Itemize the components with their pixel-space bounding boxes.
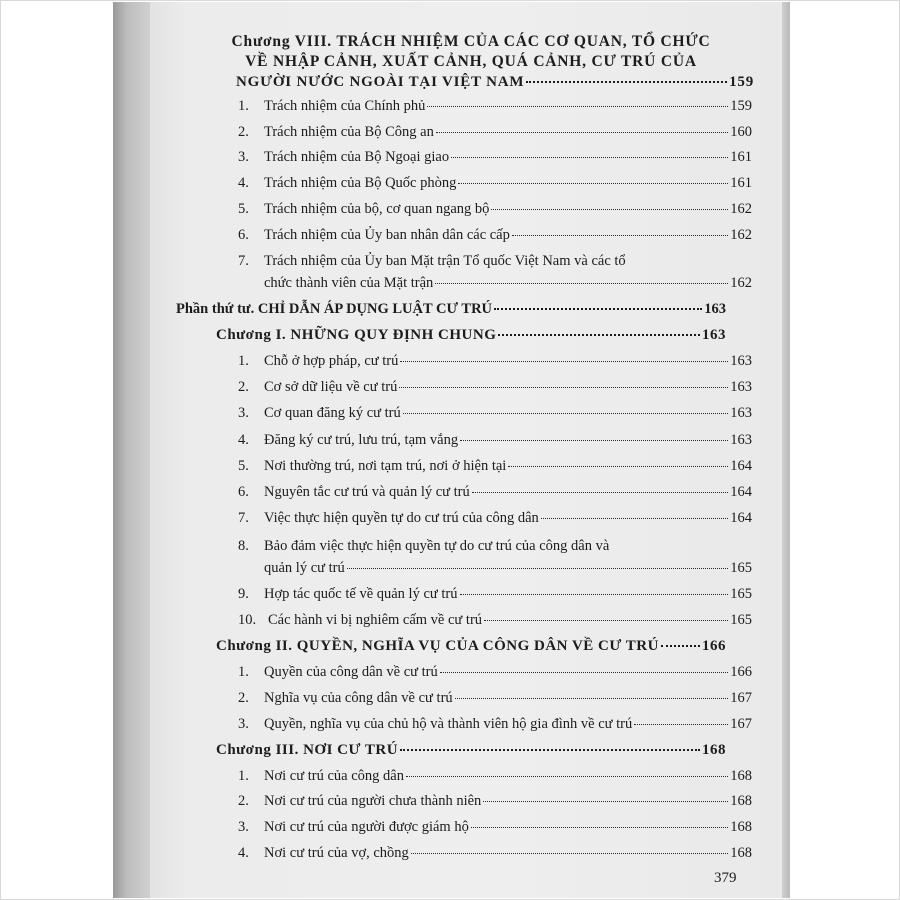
entry-number: 5. [238,201,249,217]
page-number: 164 [730,484,752,500]
part-title: Phần thứ tư. CHỈ DẪN ÁP DỤNG LUẬT CƯ TRÚ [176,301,493,317]
toc-entry [238,482,752,502]
entry-title: Trách nhiệm của Ủy ban nhân dân các cấp [264,227,510,243]
page-number: 166 [730,664,752,680]
entry-title: Trách nhiệm của Bộ Quốc phòng [264,175,457,191]
entry-title: Trách nhiệm của Bộ Ngoại giao [264,149,450,165]
toc-entry [238,791,752,811]
toc-entry [238,225,752,245]
entry-title: Nguyên tắc cư trú và quản lý cư trú [264,484,470,500]
entry-number: 2. [238,793,249,809]
page-number: 164 [730,510,752,526]
entry-number: 9. [238,586,249,602]
toc-entry [238,688,752,708]
entry-number: 8. [238,538,249,554]
entry-number: 3. [238,405,249,421]
chapter-title: Chương II. QUYỀN, NGHĨA VỤ CỦA CÔNG DÂN VỀ CƯ TRÚ [216,638,659,654]
entry-number: 7. [238,253,249,269]
toc-entry [238,456,752,476]
toc-entry [238,251,752,271]
entry-title: Quyền, nghĩa vụ của chủ hộ và thành viên hộ gia đình về cư trú [264,716,633,732]
entry-title: Trách nhiệm của bộ, cơ quan ngang bộ [264,201,490,217]
chapter-title: NGƯỜI NƯỚC NGOÀI TẠI VIỆT NAM [236,74,525,90]
page-number: 165 [730,586,752,602]
dot-leader [411,849,728,854]
entry-number: 1. [238,768,249,784]
book-gutter-shadow [113,2,153,898]
entry-number: 1. [238,664,249,680]
entry-title: Các hành vi bị nghiêm cấm về cư trú [268,612,483,628]
entry-title: Nơi cư trú của vợ, chồng [264,845,409,861]
entry-title: Trách nhiệm của Bộ Công an [264,124,434,140]
entry-number: 6. [238,227,249,243]
page-number: 165 [730,560,752,576]
entry-title: Bảo đảm việc thực hiện quyền tự do cư trú của công dân và [264,538,610,554]
toc-entry [238,147,752,167]
dot-leader [661,641,700,647]
dot-leader [440,668,729,673]
entry-title: Trách nhiệm của Chính phủ [264,98,426,114]
page-number: 163 [730,405,752,421]
chapter-viii-heading-line-3 [236,72,754,92]
entry-title: Đăng ký cư trú, lưu trú, tạm vắng [264,432,459,448]
toc-entry-continuation [264,558,752,578]
toc-entry [238,843,752,863]
dot-leader [406,772,728,777]
toc-entry [238,122,752,142]
toc-entry [238,96,752,116]
entry-number: 7. [238,510,249,526]
dot-leader [460,436,728,441]
dot-leader [483,797,728,802]
entry-number: 2. [238,690,249,706]
entry-title: Nơi cư trú của người chưa thành niên [264,793,482,809]
entry-number: 3. [238,716,249,732]
dot-leader [512,231,728,236]
entry-number: 2. [238,379,249,395]
entry-title: Nơi thường trú, nơi tạm trú, nơi ở hiện tại [264,458,507,474]
dot-leader [451,153,728,158]
entry-number: 4. [238,432,249,448]
dot-leader [400,357,728,362]
entry-number: 3. [238,149,249,165]
entry-number: 3. [238,819,249,835]
entry-number: 1. [238,98,249,114]
page-number: 164 [730,458,752,474]
entry-title-continued: quản lý cư trú [264,560,345,576]
toc-entry [238,351,752,371]
page-folio-number: 379 [714,870,737,886]
entry-number: 4. [238,175,249,191]
dot-leader [399,383,728,388]
part-four-entry [176,299,726,319]
page-number: 165 [730,612,752,628]
entry-title: Nơi cư trú của công dân [264,768,404,784]
page-number: 168 [730,845,752,861]
toc-entry [238,714,752,734]
page-number: 163 [730,353,752,369]
chapter-title: Chương III. NƠI CƯ TRÚ [216,742,399,758]
toc-entry [238,199,752,219]
page-number: 163 [730,432,752,448]
entry-title: Nghĩa vụ của công dân về cư trú [264,690,453,706]
page-number: 160 [730,124,752,140]
dot-leader [435,279,728,284]
dot-leader [347,564,729,569]
toc-entry [238,610,752,630]
toc-entry-continuation [264,273,752,293]
page-number: 162 [730,227,752,243]
dot-leader [494,304,702,310]
entry-number: 1. [238,353,249,369]
page-number: 168 [730,793,752,809]
toc-entry [238,817,752,837]
entry-number: 6. [238,484,249,500]
entry-title: Cơ quan đăng ký cư trú [264,405,401,421]
chapter-viii-heading-line-2: VỀ NHẬP CẢNH, XUẤT CẢNH, QUÁ CẢNH, CƯ TRÚ CỦA [245,53,697,70]
dot-leader [498,330,700,336]
table-of-contents [150,2,782,898]
page-number: 163 [730,379,752,395]
page-number: 163 [702,327,726,343]
entry-title: Cơ sở dữ liệu về cư trú [264,379,398,395]
dot-leader [403,409,729,414]
toc-entry [238,766,752,786]
dot-leader [508,462,728,467]
page-number: 168 [702,742,726,758]
dot-leader [460,590,729,595]
page-number: 168 [730,768,752,784]
dot-leader [634,720,728,725]
chapter-iii-entry [216,740,726,760]
dot-leader [400,745,700,751]
entry-title: Quyền của công dân về cư trú [264,664,438,680]
page-number: 159 [730,98,752,114]
entry-title: Chỗ ở hợp pháp, cư trú [264,353,399,369]
chapter-title: Chương I. NHỮNG QUY ĐỊNH CHUNG [216,327,497,343]
toc-entry [238,403,752,423]
entry-title: Nơi cư trú của người được giám hộ [264,819,469,835]
page-number: 161 [730,175,752,191]
page-number: 162 [730,201,752,217]
entry-number: 2. [238,124,249,140]
toc-entry [238,536,752,556]
page-number: 161 [730,149,752,165]
toc-entry [238,377,752,397]
dot-leader [526,77,727,83]
page-number: 162 [730,275,752,291]
toc-entry [238,430,752,450]
entry-title: Việc thực hiện quyền tự do cư trú của công dân [264,510,539,526]
page-number: 168 [730,819,752,835]
dot-leader [471,823,728,828]
toc-entry [238,508,752,528]
dot-leader [427,102,728,107]
chapter-ii-entry [216,636,726,656]
page-number: 163 [704,301,726,317]
dot-leader [458,179,728,184]
page-number: 166 [702,638,726,654]
dot-leader [541,514,728,519]
chapter-viii-heading-line-1: Chương VIII. TRÁCH NHIỆM CỦA CÁC CƠ QUAN, TỔ CHỨC [231,33,711,50]
dot-leader [472,488,728,493]
book-page [150,2,782,898]
dot-leader [436,128,728,133]
entry-number: 4. [238,845,249,861]
toc-entry [238,173,752,193]
dot-leader [455,694,729,699]
dot-leader [484,616,728,621]
chapter-i-entry [216,325,726,345]
entry-number: 10. [238,612,257,628]
entry-number: 5. [238,458,249,474]
toc-entry [238,662,752,682]
entry-title: Trách nhiệm của Ủy ban Mặt trận Tổ quốc Việt Nam và các tổ [264,253,626,269]
page-number: 167 [730,716,752,732]
page-number: 167 [730,690,752,706]
dot-leader [491,205,728,210]
entry-title: Hợp tác quốc tế về quản lý cư trú [264,586,458,602]
book-page-edge [782,2,790,898]
entry-title-continued: chức thành viên của Mặt trận [264,275,434,291]
page-number: 159 [729,74,754,90]
toc-entry [238,584,752,604]
